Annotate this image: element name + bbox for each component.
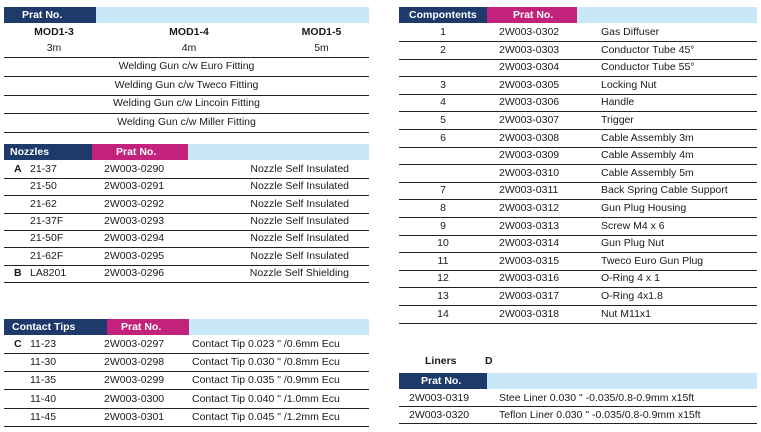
gun-part-header-label: Prat No. bbox=[22, 9, 63, 21]
tip-code: 11-40 bbox=[30, 392, 57, 405]
part-number: 2W003-0298 bbox=[104, 356, 165, 369]
part-number: 2W003-0294 bbox=[104, 232, 165, 245]
tips-header-label: Contact Tips bbox=[12, 321, 76, 333]
tip-description: Contact Tip 0.030 " /0.8mm Ecu bbox=[192, 356, 340, 369]
component-description: Conductor Tube 45° bbox=[601, 43, 695, 56]
components-header-label: Compontents bbox=[409, 9, 477, 21]
table-row bbox=[4, 178, 369, 195]
part-number: 2W003-0306 bbox=[499, 96, 560, 109]
component-number: 8 bbox=[440, 202, 446, 214]
part-number: 2W003-0293 bbox=[104, 214, 165, 227]
table-row bbox=[399, 182, 757, 199]
table-row bbox=[4, 248, 369, 265]
tip-code: 11-30 bbox=[30, 356, 57, 369]
component-number: 3 bbox=[440, 78, 446, 91]
welding-gun-table bbox=[4, 7, 369, 133]
component-description: Gun Plug Nut bbox=[601, 237, 665, 250]
component-description: Gun Plug Housing bbox=[601, 202, 687, 214]
component-number: 2 bbox=[440, 43, 446, 56]
part-number: 2W003-0299 bbox=[104, 374, 165, 387]
table-row bbox=[399, 77, 757, 94]
component-number: 7 bbox=[440, 184, 446, 197]
liners-title: Liners bbox=[425, 355, 457, 367]
tip-description: Contact Tip 0.035 " /0.9mm Ecu bbox=[192, 374, 340, 387]
components-header bbox=[399, 7, 487, 23]
nozzle-description: Nozzle Self Insulated bbox=[250, 214, 349, 227]
table-row bbox=[399, 235, 757, 252]
part-number: 2W003-0292 bbox=[104, 197, 165, 210]
components-header-fill bbox=[577, 7, 757, 23]
nozzle-description: Nozzle Self Insulated bbox=[250, 249, 349, 262]
part-number: 2W003-0290 bbox=[104, 163, 165, 175]
gun-table-header-fill bbox=[96, 7, 369, 23]
table-row bbox=[399, 390, 757, 407]
component-number: 6 bbox=[440, 131, 446, 144]
nozzle-code: 21-37 bbox=[30, 163, 57, 175]
component-description: Cable Assembly 4m bbox=[601, 149, 694, 162]
row-letter: B bbox=[14, 266, 22, 279]
nozzle-code: LA8201 bbox=[30, 266, 67, 279]
nozzle-description: Nozzle Self Shielding bbox=[249, 266, 349, 279]
tips-part-header-label: Prat No. bbox=[121, 321, 162, 333]
part-number: 2W003-0318 bbox=[499, 307, 560, 320]
component-description: O-Ring 4x1.8 bbox=[601, 290, 663, 302]
component-description: Gas Diffuser bbox=[601, 26, 660, 38]
part-number: 2W003-0300 bbox=[104, 392, 165, 405]
tip-description: Contact Tip 0.040 " /1.0mm Ecu bbox=[192, 392, 340, 405]
nozzle-description: Nozzle Self Insulated bbox=[250, 163, 349, 175]
table-row bbox=[399, 112, 757, 129]
tip-code: 11-45 bbox=[30, 410, 57, 423]
gun-table-header bbox=[4, 7, 96, 23]
components-part-header-label: Prat No. bbox=[513, 9, 554, 21]
liners-letter: D bbox=[485, 355, 493, 367]
gun-description-3: Welding Gun c/w Lincoin Fitting bbox=[113, 97, 260, 109]
nozzle-code: 21-37F bbox=[30, 214, 64, 227]
liner-description: Teflon Liner 0.030 " -0.035/0.8-0.9mm x15ft bbox=[499, 409, 701, 421]
part-number: 2W003-0291 bbox=[104, 180, 165, 193]
table-row bbox=[4, 391, 369, 408]
part-number: 2W003-0304 bbox=[499, 61, 560, 74]
nozzle-description: Nozzle Self Insulated bbox=[250, 180, 349, 193]
component-number: 14 bbox=[437, 307, 449, 320]
table-row bbox=[399, 24, 757, 41]
part-number: 2W003-0307 bbox=[499, 114, 560, 126]
row-letter: A bbox=[14, 163, 22, 175]
nozzle-code: 21-50 bbox=[30, 180, 57, 193]
table-row bbox=[399, 407, 757, 424]
liners-part-header bbox=[399, 373, 487, 389]
component-description: O-Ring 4 x 1 bbox=[601, 272, 660, 285]
table-row bbox=[399, 306, 757, 323]
table-row bbox=[4, 196, 369, 213]
nozzles-part-header bbox=[92, 144, 188, 160]
component-number: 11 bbox=[437, 254, 449, 267]
component-description: Nut M11x1 bbox=[601, 307, 651, 320]
nozzle-description: Nozzle Self Insulated bbox=[250, 232, 349, 245]
table-row bbox=[4, 161, 369, 178]
tips-part-header bbox=[107, 319, 189, 335]
nozzles-part-header-label: Prat No. bbox=[116, 146, 157, 158]
table-row bbox=[399, 147, 757, 164]
part-number: 2W003-0301 bbox=[104, 410, 165, 423]
table-row bbox=[399, 218, 757, 235]
table-row bbox=[4, 213, 369, 230]
component-description: Cable Assembly 5m bbox=[601, 166, 694, 179]
component-description: Screw M4 x 6 bbox=[601, 219, 665, 232]
component-description: Trigger bbox=[601, 114, 634, 126]
table-row bbox=[4, 372, 369, 389]
row-divider bbox=[4, 426, 369, 427]
part-number: 2W003-0317 bbox=[499, 290, 560, 302]
table-row bbox=[4, 265, 369, 282]
gun-description-1: Welding Gun c/w Euro Fitting bbox=[118, 60, 255, 72]
table-row bbox=[399, 253, 757, 270]
part-number: 2W003-0305 bbox=[499, 78, 560, 91]
nozzle-code: 21-62F bbox=[30, 249, 64, 262]
row-divider bbox=[399, 423, 757, 424]
table-row bbox=[399, 288, 757, 305]
component-number: 12 bbox=[437, 272, 449, 285]
part-number: 2W003-0316 bbox=[499, 272, 560, 285]
components-table bbox=[399, 7, 757, 325]
component-description: Cable Assembly 3m bbox=[601, 131, 694, 144]
table-row bbox=[399, 270, 757, 287]
component-number: 9 bbox=[440, 219, 446, 232]
table-row bbox=[399, 130, 757, 147]
nozzles-header bbox=[4, 144, 92, 160]
liners-part-header-label: Prat No. bbox=[421, 375, 462, 387]
table-row bbox=[4, 336, 369, 353]
part-number: 2W003-0308 bbox=[499, 131, 560, 144]
nozzle-code: 21-62 bbox=[30, 197, 57, 210]
model-length-3: 5m bbox=[314, 42, 329, 54]
nozzle-description: Nozzle Self Insulated bbox=[250, 197, 349, 210]
table-row bbox=[399, 59, 757, 76]
component-number: 10 bbox=[437, 237, 449, 250]
nozzle-code: 21-50F bbox=[30, 232, 64, 245]
table-row bbox=[4, 409, 369, 426]
contact-tips-table bbox=[4, 319, 369, 429]
row-divider bbox=[4, 282, 369, 283]
liners-header-fill bbox=[487, 373, 757, 389]
part-number: 2W003-0296 bbox=[104, 266, 165, 279]
table-row bbox=[4, 354, 369, 371]
part-number: 2W003-0309 bbox=[499, 149, 560, 162]
table-row bbox=[399, 42, 757, 59]
tip-description: Contact Tip 0.045 " /1.2mm Ecu bbox=[192, 410, 340, 423]
model-name-1: MOD1-3 bbox=[34, 26, 74, 38]
table-row bbox=[399, 165, 757, 182]
part-number: 2W003-0302 bbox=[499, 26, 560, 38]
part-number: 2W003-0295 bbox=[104, 249, 165, 262]
nozzles-header-fill bbox=[188, 144, 369, 160]
row-letter: C bbox=[14, 338, 22, 350]
component-number: 5 bbox=[440, 114, 446, 126]
row-divider bbox=[399, 323, 757, 324]
liners-table bbox=[399, 355, 757, 427]
part-number: 2W003-0320 bbox=[409, 409, 470, 421]
nozzles-table bbox=[4, 144, 369, 286]
model-length-2: 4m bbox=[181, 42, 197, 54]
tip-code: 11-23 bbox=[30, 338, 57, 350]
component-number: 1 bbox=[440, 26, 446, 38]
components-part-header bbox=[487, 7, 577, 23]
tip-code: 11-35 bbox=[30, 374, 57, 387]
part-number: 2W003-0312 bbox=[499, 202, 560, 214]
table-row bbox=[399, 94, 757, 111]
part-number: 2W003-0303 bbox=[499, 43, 560, 56]
gun-description-2: Welding Gun c/w Tweco Fitting bbox=[114, 79, 259, 91]
liner-description: Stee Liner 0.030 " -0.035/0.8-0.9mm x15ft bbox=[499, 392, 695, 404]
part-number: 2W003-0313 bbox=[499, 219, 560, 232]
part-number: 2W003-0319 bbox=[409, 392, 470, 404]
table-row bbox=[399, 200, 757, 217]
component-description: Back Spring Cable Support bbox=[601, 184, 728, 197]
component-description: Handle bbox=[601, 96, 635, 109]
component-description: Tweco Euro Gun Plug bbox=[601, 254, 704, 267]
model-name-2: MOD1-4 bbox=[169, 26, 209, 38]
gun-description-4: Welding Gun c/w Miller Fitting bbox=[117, 116, 256, 128]
component-number: 4 bbox=[440, 96, 446, 109]
model-name-3: MOD1-5 bbox=[301, 26, 342, 38]
part-number: 2W003-0297 bbox=[104, 338, 165, 350]
component-description: Conductor Tube 55° bbox=[601, 61, 695, 74]
tip-description: Contact Tip 0.023 " /0.6mm Ecu bbox=[192, 338, 340, 350]
tips-header-fill bbox=[189, 319, 369, 335]
component-number: 13 bbox=[437, 290, 449, 302]
part-number: 2W003-0314 bbox=[499, 237, 560, 250]
part-number: 2W003-0310 bbox=[499, 166, 560, 179]
part-number: 2W003-0311 bbox=[499, 184, 559, 197]
table-row bbox=[4, 230, 369, 247]
part-number: 2W003-0315 bbox=[499, 254, 560, 267]
tips-header bbox=[4, 319, 107, 335]
component-description: Locking Nut bbox=[601, 78, 657, 91]
model-length-1: 3m bbox=[46, 42, 62, 54]
nozzles-header-label: Nozzles bbox=[10, 146, 50, 158]
